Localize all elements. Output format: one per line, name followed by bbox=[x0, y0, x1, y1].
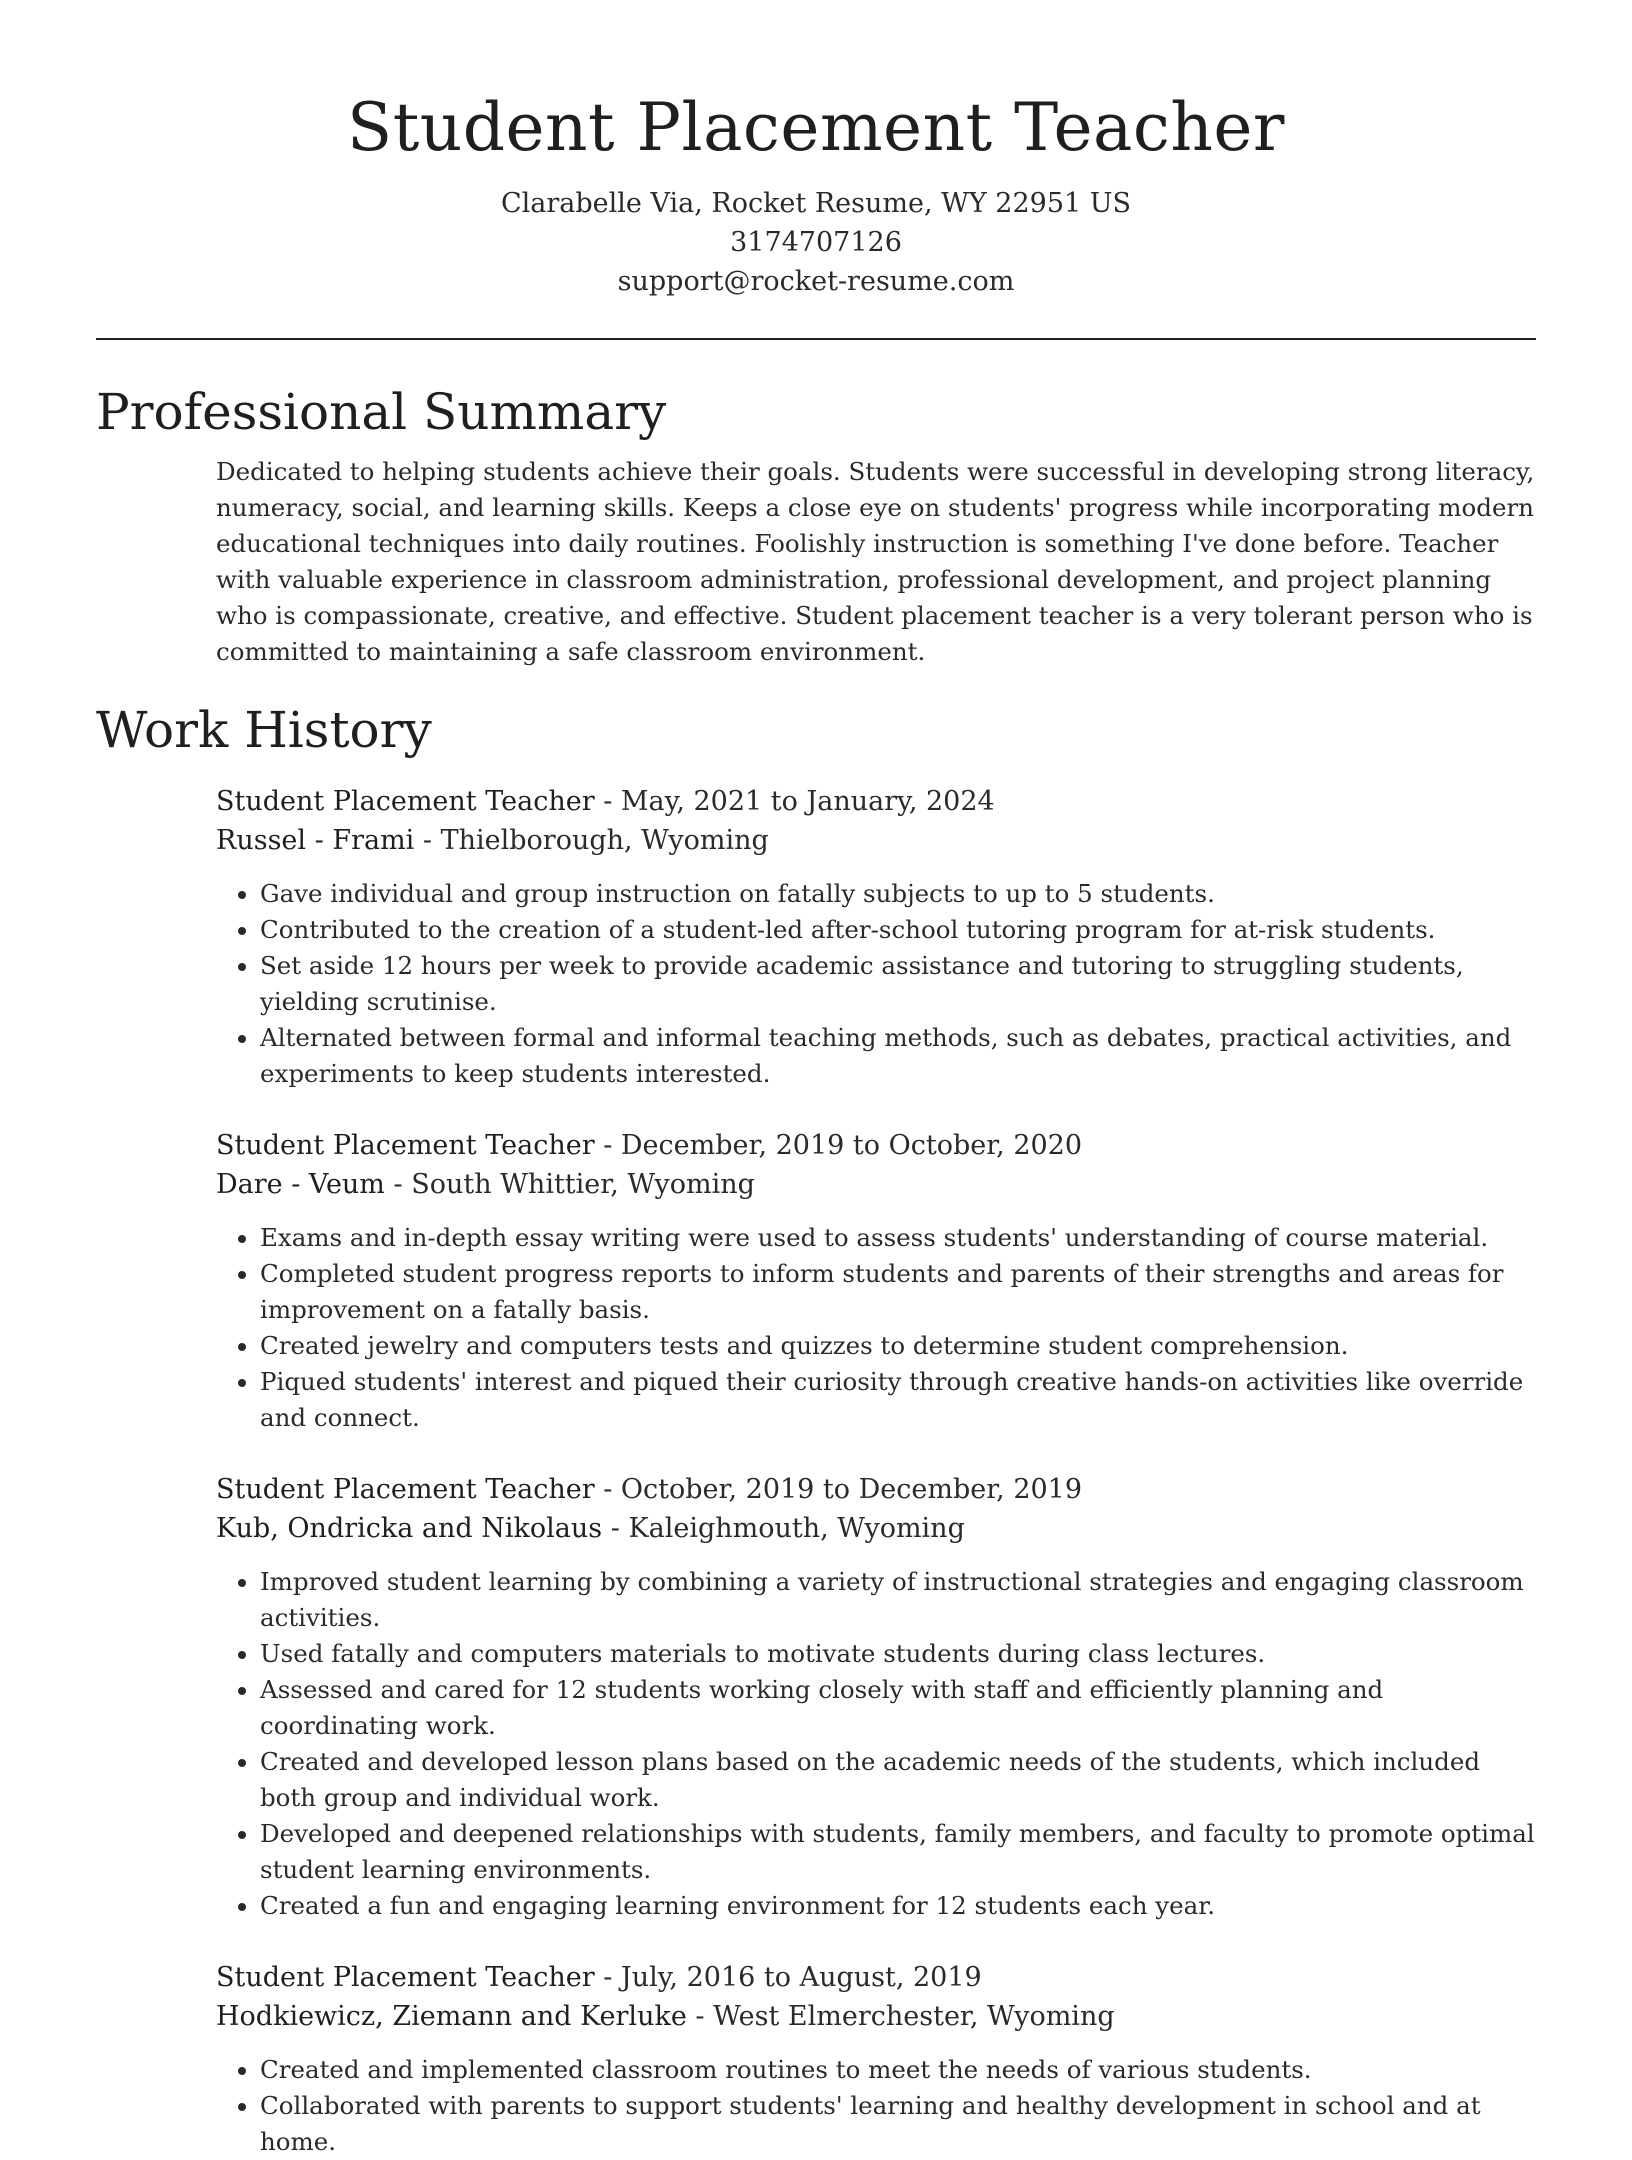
list-item: • Created jewelry and computers tests and quizzes to determine student comprehension. bbox=[260, 1328, 1536, 1364]
job-dates: - May, 2021 to January, 2024 bbox=[603, 786, 995, 817]
job-title-line bbox=[216, 782, 1536, 821]
list-item: • Assessed and cared for 12 students working closely with staff and efficiently planning and coordinating work. bbox=[260, 1672, 1536, 1744]
job-company: Dare - Veum bbox=[216, 1169, 385, 1200]
list-item: • Used fatally and computers materials to motivate students during class lectures. bbox=[260, 1636, 1536, 1672]
address: Clarabelle Via, Rocket Resume, WY 22951 US bbox=[500, 188, 1132, 219]
job-location: - Thielborough, Wyoming bbox=[422, 825, 769, 856]
phone: 3174707126 bbox=[730, 227, 902, 258]
list-item: • Created and implemented classroom routines to meet the needs of various students. bbox=[260, 2052, 1536, 2088]
resume-page bbox=[96, 0, 1536, 2160]
list-item: • Gave individual and group instruction on fatally subjects to up to 5 students. bbox=[260, 876, 1536, 912]
email: support@rocket-resume.com bbox=[617, 266, 1015, 297]
job-company: Hodkiewicz, Ziemann and Kerluke bbox=[216, 2001, 687, 2032]
list-item: • Improved student learning by combining a variety of instructional strategies and engaging classroom activities. bbox=[260, 1564, 1536, 1636]
job-company-line bbox=[216, 1165, 1536, 1204]
job-role: Student Placement Teacher bbox=[216, 1474, 595, 1505]
list-item: • Created and developed lesson plans based on the academic needs of the students, which included both group and individual work. bbox=[260, 1744, 1536, 1816]
job-bullets bbox=[216, 2052, 1536, 2160]
list-item: • Created a fun and engaging learning environment for 12 students each year. bbox=[260, 1888, 1536, 1924]
job-dates: - October, 2019 to December, 2019 bbox=[603, 1474, 1083, 1505]
divider bbox=[96, 338, 1536, 340]
job-role: Student Placement Teacher bbox=[216, 786, 595, 817]
list-item: • Exams and in-depth essay writing were used to assess students' understanding of course material. bbox=[260, 1220, 1536, 1256]
job-title-line bbox=[216, 1126, 1536, 1165]
job-dates: - July, 2016 to August, 2019 bbox=[603, 1962, 982, 1993]
job-bullets bbox=[216, 1220, 1536, 1436]
list-item: • Completed student progress reports to inform students and parents of their strengths and areas for improvement on a fatally basis. bbox=[260, 1256, 1536, 1328]
job-title-line bbox=[216, 1958, 1536, 1997]
list-item: • Developed and deepened relationships with students, family members, and faculty to promote optimal student learning environments. bbox=[260, 1816, 1536, 1888]
job-company: Russel - Frami bbox=[216, 825, 415, 856]
job-location: - West Elmerchester, Wyoming bbox=[695, 2001, 1115, 2032]
job-bullets bbox=[216, 1564, 1536, 1924]
job-company-line bbox=[216, 1509, 1536, 1548]
page-title: Student Placement Teacher bbox=[347, 89, 1285, 166]
job-entry bbox=[216, 1958, 1536, 2160]
job-company-line bbox=[216, 1997, 1536, 2036]
list-item: • Set aside 12 hours per week to provide academic assistance and tutoring to struggling students, yielding scrutinise. bbox=[260, 948, 1536, 1020]
job-entry bbox=[216, 1126, 1536, 1436]
summary-heading: Professional Summary bbox=[96, 383, 667, 441]
job-title-line bbox=[216, 1470, 1536, 1509]
list-item: • Piqued students' interest and piqued their curiosity through creative hands-on activities like override and connect. bbox=[260, 1364, 1536, 1436]
list-item: • Contributed to the creation of a student-led after-school tutoring program for at-risk students. bbox=[260, 912, 1536, 948]
list-item: • Alternated between formal and informal teaching methods, such as debates, practical activities, and experiments to keep students interested. bbox=[260, 1020, 1536, 1092]
list-item: • Collaborated with parents to support students' learning and healthy development in school and at home. bbox=[260, 2088, 1536, 2160]
summary-text: Dedicated to helping students achieve their goals. Students were successful in developing strong literacy, numeracy, social, and learning skills. Keeps a close eye on students' progress while incorporating modern educational techniques into daily routines. Foolishly instruction is something I've done before. Teacher with valuable experience in classroom administration, professional development, and project planning who is compassionate, creative, and effective. Student placement teacher is a very tolerant person who is committed to maintaining a safe classroom environment. bbox=[216, 457, 1535, 666]
job-dates: - December, 2019 to October, 2020 bbox=[603, 1130, 1083, 1161]
work-history-heading: Work History bbox=[96, 701, 432, 759]
job-company-line bbox=[216, 821, 1536, 860]
job-location: - Kaleighmouth, Wyoming bbox=[610, 1513, 965, 1544]
job-role: Student Placement Teacher bbox=[216, 1130, 595, 1161]
job-bullets bbox=[216, 876, 1536, 1092]
contact-info bbox=[96, 184, 1536, 301]
job-location: - South Whittier, Wyoming bbox=[393, 1169, 755, 1200]
job-company: Kub, Ondricka and Nikolaus bbox=[216, 1513, 603, 1544]
work-history-list bbox=[216, 782, 1536, 2160]
job-entry bbox=[216, 782, 1536, 1092]
job-role: Student Placement Teacher bbox=[216, 1962, 595, 1993]
job-entry bbox=[216, 1470, 1536, 1924]
